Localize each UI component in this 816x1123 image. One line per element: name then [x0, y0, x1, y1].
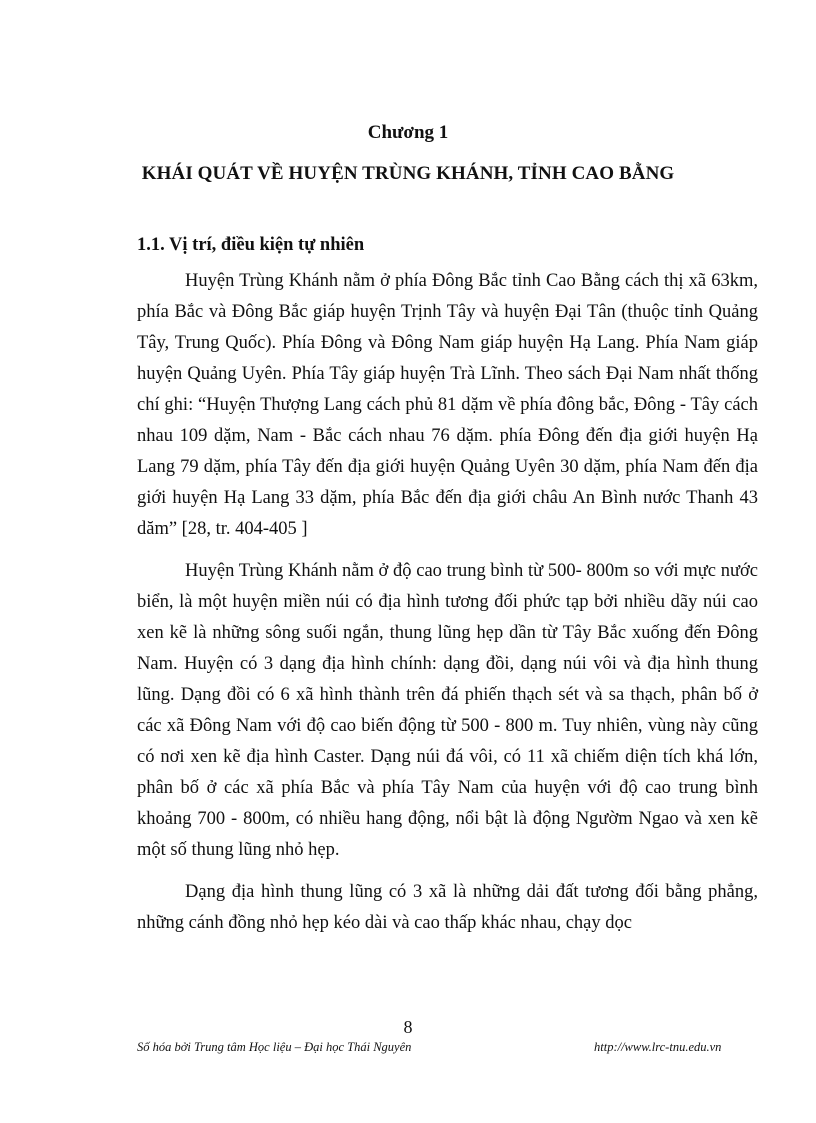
chapter-label: Chương 1 [367, 122, 449, 143]
paragraph-location: Huyện Trùng Khánh nằm ở phía Đông Bắc tỉnh Cao Bằng cách thị xã 63km, phía Bắc và Đông Bắc giáp huyện Trịnh Tây và huyện Đại Tân (thuộc tỉnh Quảng Tây, Trung Quốc). Phía Đông và Đông Nam giáp huyện Hạ Lang. Phía Nam giáp huyện Quảng Uyên. Phía Tây giáp huyện Trà Lĩnh. Theo sách Đại Nam nhất thống chí ghi: “Huyện Thượng Lang cách phủ 81 dặm về phía đông bắc, Đông - Tây cách nhau 109 dặm, Nam - Bắc cách nhau 76 dặm. phía Đông đến địa giới huyện Hạ Lang 79 dặm, phía Tây đến địa giới huyện Quảng Uyên 30 dặm, phía Nam đến địa giới huyện Hạ Lang 33 dặm, phía Bắc đến địa giới châu An Bình nước Thanh 43 dăm” [28, tr. 404-405 ] [137, 271, 758, 539]
footer-credit: Số hóa bởi Trung tâm Học liệu – Đại học Thái Nguyên [137, 1040, 412, 1054]
section-heading: 1.1. Vị trí, điều kiện tự nhiên [137, 235, 365, 255]
footer-url[interactable]: http://www.lrc-tnu.edu.vn [594, 1040, 722, 1054]
chapter-title: KHÁI QUÁT VỀ HUYỆN TRÙNG KHÁNH, TỈNH CAO BẰNG [141, 163, 675, 184]
page-number: 8 [403, 1017, 413, 1037]
paragraph-valley: Dạng địa hình thung lũng có 3 xã là những dải đất tương đối bằng phẳng, những cánh đồng nhỏ hẹp kéo dài và cao thấp khác nhau, chạy dọc [137, 882, 758, 933]
body-text [137, 266, 758, 950]
paragraph-terrain: Huyện Trùng Khánh nằm ở độ cao trung bình từ 500- 800m so với mực nước biển, là một huyện miền núi có địa hình tương đối phức tạp bởi nhiều dãy núi cao xen kẽ là những sông suối ngắn, thung lũng hẹp dần từ Tây Bắc xuống đến Đông Nam. Huyện có 3 dạng địa hình chính: dạng đồi, dạng núi vôi và địa hình thung lũng. Dạng đồi có 6 xã hình thành trên đá phiến thạch sét và sa thạch, phân bố ở các xã Đông Nam với độ cao biến động từ 500 - 800 m. Tuy nhiên, vùng này cũng có nơi xen kẽ địa hình Caster. Dạng núi đá vôi, có 11 xã chiếm diện tích khá lớn, phân bố ở các xã phía Bắc và phía Tây Nam của huyện với độ cao trung bình khoảng 700 - 800m, có nhiều hang động, nổi bật là động Ngườm Ngao và xen kẽ một số thung lũng nhỏ hẹp. [137, 561, 758, 860]
